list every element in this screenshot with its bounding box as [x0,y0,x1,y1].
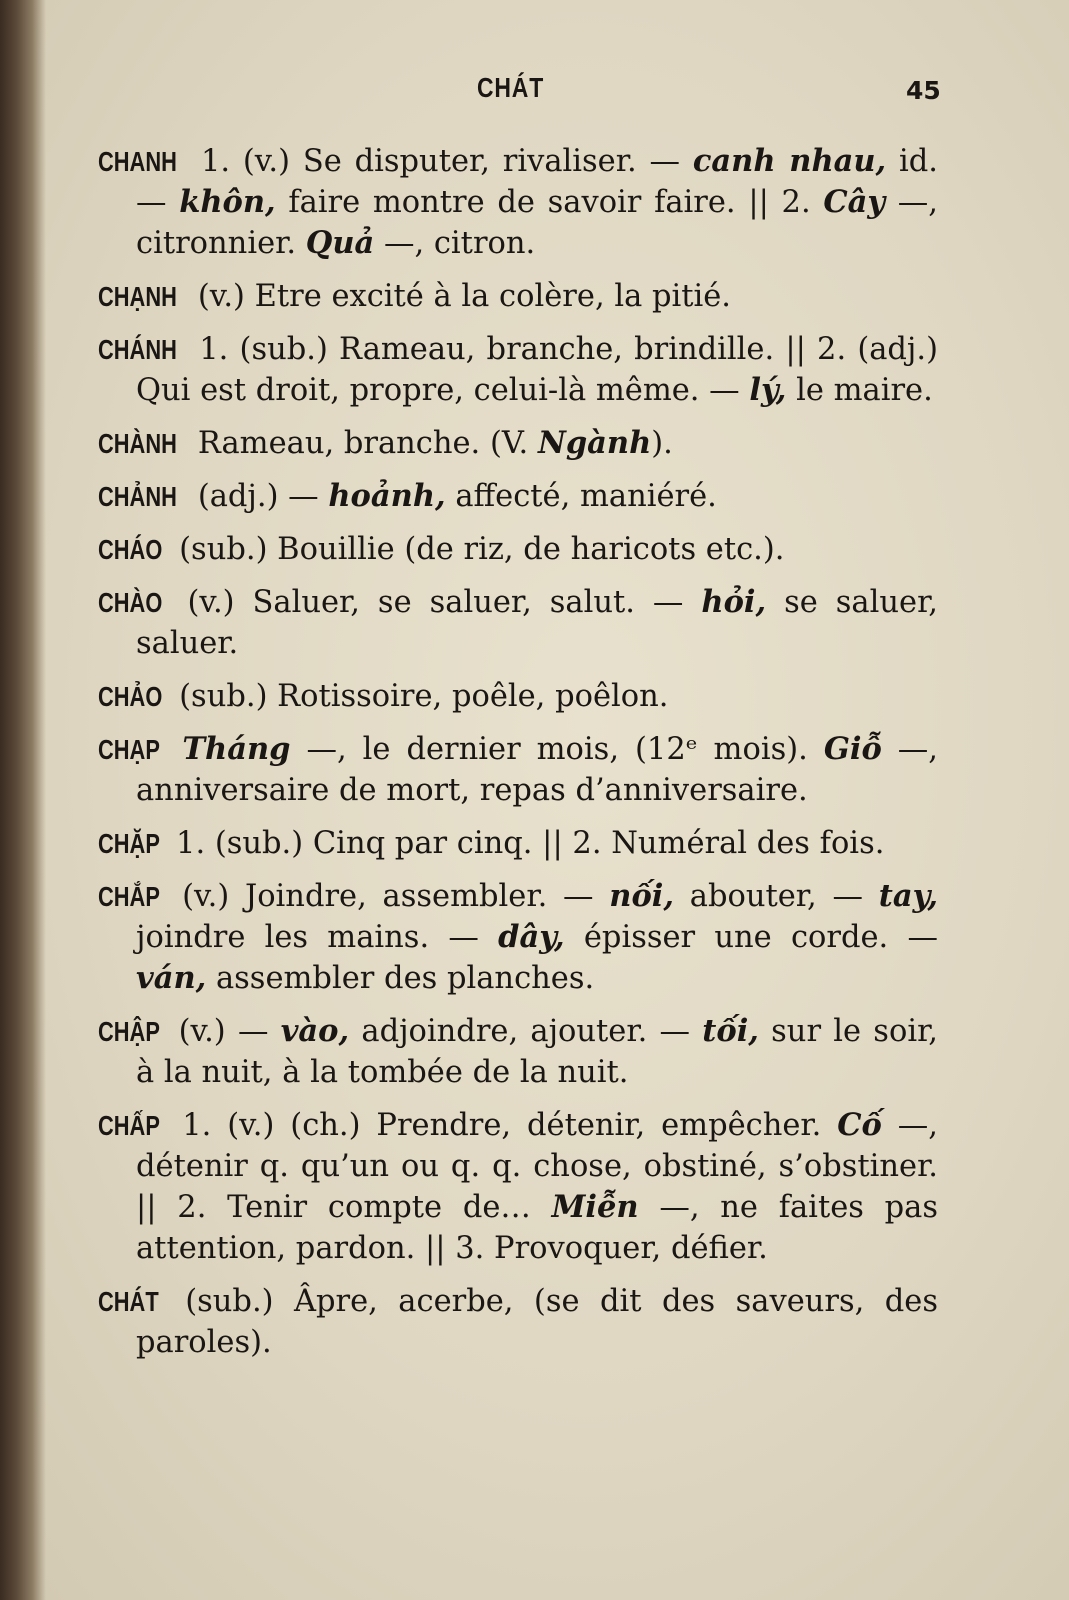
dictionary-entries [98,141,938,1375]
entry-headword: CHÁNH [98,334,177,365]
vietnamese-term: Ngành [537,425,652,461]
definition-text: épisser une corde. — [564,920,938,955]
entry-definition [136,879,938,996]
definition-text: (sub.) Bouillie (de riz, de haricots etc.). [179,532,785,567]
definition-text: 1. (v.) Se disputer, rivaliser. — [200,144,693,179]
definition-text: —, citronnier. [136,185,938,261]
definition-text: ). [651,426,673,461]
dictionary-entry [98,676,938,717]
definition-text: adjoindre, ajouter. — [349,1014,703,1049]
vietnamese-term: Miễn [551,1189,639,1225]
definition-text: —, le dernier mois, (12ᵉ mois). [290,732,824,767]
entry-definition [198,479,717,514]
vietnamese-term: khôn, [179,184,276,220]
entry-definition [136,1284,938,1360]
vietnamese-term: nối, [609,878,675,914]
entry-headword: CHẢO [98,681,163,712]
running-head-word: CHÁT [477,72,545,103]
definition-text: 1. (v.) (ch.) Prendre, détenir, empêcher. [182,1108,838,1143]
vietnamese-term: tay, [878,878,939,914]
definition-text: 1. (sub.) Cinq par cinq. || 2. Numéral des fois. [176,826,885,861]
dictionary-entry [98,876,938,999]
dictionary-entry [98,729,938,811]
dictionary-entry [98,329,938,411]
entry-headword: CHẮP [98,881,160,912]
dictionary-entry [98,476,938,517]
definition-text: —, détenir q. qu’un ou q. q. chose, obstiné, s’obstiner. || 2. Tenir compte de… [136,1108,938,1225]
vietnamese-term: canh nhau, [692,143,887,179]
vietnamese-term: Tháng [182,731,291,767]
vietnamese-term: hỏi, [701,584,767,620]
entry-definition [136,1108,938,1266]
vietnamese-term: tối, [702,1013,759,1049]
definition-text: (v.) Etre excité à la colère, la pitié. [197,279,731,314]
definition-text: sur le soir, à la nuit, à la tombée de la nuit. [136,1014,939,1090]
dictionary-entry [98,1011,938,1093]
vietnamese-term: Quả [305,225,375,261]
definition-text: assembler des planches. [206,961,595,996]
entry-headword: CHẠP [98,734,160,765]
vietnamese-term: Cố [837,1107,882,1143]
vietnamese-term: ván, [136,960,207,996]
entry-definition [198,426,673,461]
definition-text: (v.) Saluer, se saluer, salut. — [187,585,702,620]
definition-text: —, anniversaire de mort, repas d’anniversaire. [136,732,938,808]
entry-definition [136,144,938,261]
vietnamese-term: dây, [498,919,565,955]
entry-definition [136,332,938,408]
vietnamese-term: Giỗ [823,731,882,767]
entry-definition [136,732,938,808]
vietnamese-term: vào, [280,1013,350,1049]
definition-text: faire montre de savoir faire. || 2. [275,185,824,220]
dictionary-entry [98,423,938,464]
definition-text: affecté, maniéré. [445,479,717,514]
definition-text: le maire. [786,373,933,408]
entry-headword: CHANH [98,146,177,177]
entry-headword: CHẤP [98,1110,160,1141]
page-number: 45 [906,76,941,105]
vietnamese-term: hoảnh, [328,478,446,514]
entry-headword: CHẠNH [98,281,177,312]
definition-text: (v.) — [178,1014,281,1049]
dictionary-entry [98,141,938,264]
vietnamese-term: lý, [749,372,787,408]
definition-text: abouter, — [674,879,879,914]
entry-headword: CHẶP [98,828,160,859]
dictionary-entry [98,823,938,864]
definition-text: —, citron. [374,226,536,261]
entry-definition [198,279,731,314]
definition-text: Rameau, branche. (V. [197,426,538,461]
dictionary-entry [98,1105,938,1269]
vietnamese-term: Cây [823,184,886,220]
dictionary-entry [98,529,938,570]
entry-definition [176,826,884,861]
running-header [0,72,1069,116]
dictionary-entry [98,276,938,317]
entry-headword: CHÁT [98,1286,159,1317]
definition-text: (sub.) Âpre, acerbe, (se dit des saveurs, des paroles). [136,1284,938,1360]
definition-text: joindre les mains. — [136,920,499,955]
entry-headword: CHÀNH [98,428,177,459]
entry-definition [136,585,938,661]
definition-text: 1. (sub.) Rameau, branche, brindille. || 2. (adj.) Qui est droit, propre, celui-là même. — [136,332,938,408]
entry-headword: CHẬP [98,1016,160,1047]
book-binding-shadow [0,0,46,1600]
definition-text: (v.) Joindre, assembler. — [182,879,610,914]
entry-definition [136,1014,938,1090]
definition-text: se saluer, saluer. [136,585,938,661]
dictionary-entry [98,582,938,664]
entry-definition [179,532,784,567]
definition-text: id. — [136,144,938,220]
definition-text: (sub.) Rotissoire, poêle, poêlon. [179,679,669,714]
dictionary-entry [98,1281,938,1363]
entry-definition [179,679,668,714]
entry-headword: CHÁO [98,534,163,565]
entry-headword: CHÀO [98,587,163,618]
definition-text: —, ne faites pas attention, pardon. || 3. Provoquer, défier. [136,1190,939,1266]
definition-text: (adj.) — [197,479,329,514]
entry-headword: CHẢNH [98,481,177,512]
